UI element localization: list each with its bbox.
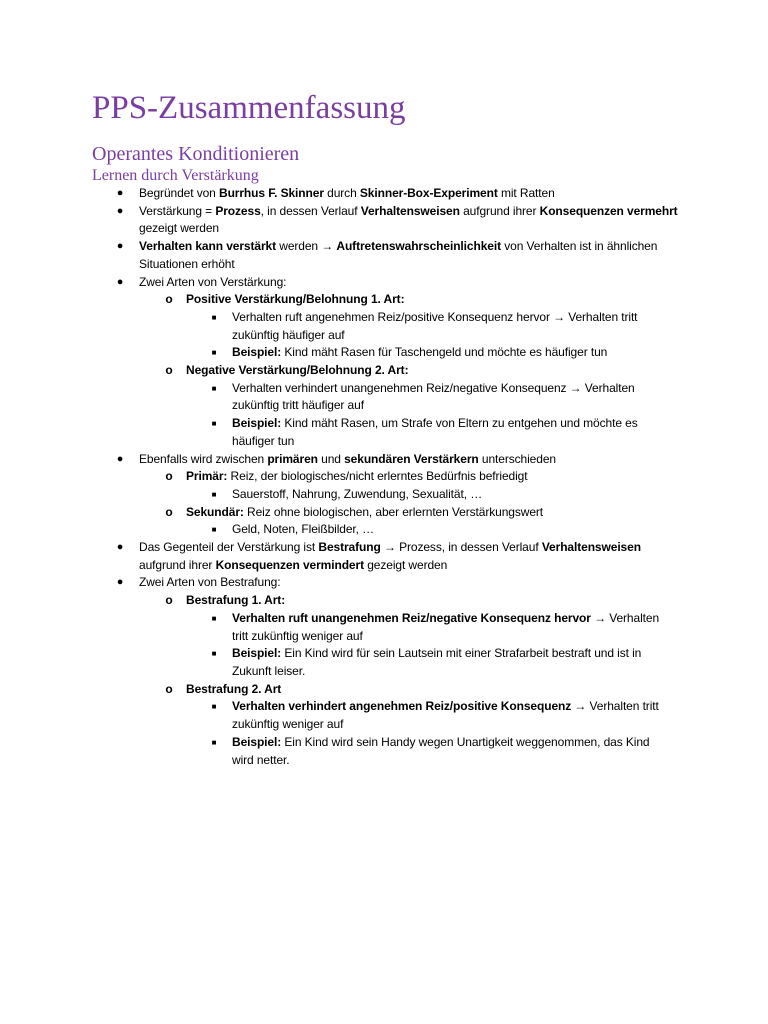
bullet-marker-icon: ●	[116, 576, 124, 589]
list-item-text	[186, 505, 543, 519]
list-item-level-2	[165, 468, 676, 486]
list-item-text	[232, 310, 637, 342]
bullet-marker-icon: ■	[211, 383, 217, 393]
text-segment: → Verhalten tritt zukünftig weniger auf	[232, 610, 660, 643]
text-segment: Sauerstoff, Nahrung, Zuwendung, Sexualität, …	[232, 486, 483, 501]
bullet-marker-icon: ■	[211, 702, 217, 712]
bullet-marker-icon: ●	[116, 187, 124, 199]
list-item-level-3	[211, 610, 672, 645]
bold-text-segment: Positive Verstärkung/Belohnung 1. Art:	[186, 292, 405, 307]
bullet-list	[0, 185, 768, 769]
list-item-text	[139, 239, 657, 271]
text-segment: Kind mäht Rasen für Taschengeld und möchte es häufiger tun	[281, 345, 608, 360]
bullet-marker-icon: ■	[211, 525, 217, 535]
text-segment: → Prozess, in dessen Verlauf	[380, 540, 542, 555]
list-item-level-1	[116, 185, 679, 203]
bold-text-segment: Burrhus F. Skinner	[219, 186, 324, 200]
subsection-heading: Lernen durch Verstärkung	[92, 167, 259, 184]
text-segment: Das Gegenteil der Verstärkung ist	[139, 540, 319, 555]
list-item-text	[139, 204, 678, 236]
bold-text-segment: Verhalten verhindert angenehmen Reiz/positive Konsequenz	[232, 699, 572, 714]
list-item-level-2	[165, 291, 676, 309]
list-item-level-3	[211, 415, 672, 450]
list-item-level-2	[165, 362, 676, 380]
list-item-text	[232, 611, 659, 643]
bullet-marker-icon: ■	[211, 737, 217, 747]
list-item-text	[232, 699, 659, 731]
bullet-marker-icon: ●	[116, 204, 124, 217]
text-segment: aufgrund ihrer	[139, 557, 216, 572]
list-item-level-3	[211, 521, 672, 539]
text-segment: Reiz ohne biologischen, aber erlernten Verstärkungswert	[243, 504, 544, 519]
list-item-level-1	[116, 203, 679, 238]
text-segment: Ein Kind wird für sein Lautsein mit einer Strafarbeit bestraft und ist in Zukunft leiser.	[232, 646, 642, 678]
text-segment: von Verhalten ist in ähnlichen Situationen erhöht	[139, 239, 658, 271]
text-segment: Verstärkung =	[139, 203, 216, 218]
section-heading: Operantes Konditionieren	[92, 143, 300, 165]
text-segment: → Verhalten tritt zukünftig weniger auf	[232, 699, 659, 732]
bullet-marker-icon: o	[165, 504, 173, 519]
bullet-marker-icon: o	[165, 469, 173, 484]
text-segment: Verhalten ruft angenehmen Reiz/positive Konsequenz hervor → Verhalten tritt zukünftig häufiger auf	[232, 309, 638, 342]
list-item-level-3	[211, 486, 672, 504]
bullet-marker-icon: ●	[116, 240, 124, 253]
bullet-marker-icon: o	[165, 593, 173, 608]
text-segment: Ein Kind wird sein Handy wegen Unartigkeit weggenommen, das Kind wird netter.	[232, 734, 650, 767]
bold-text-segment: Konsequenzen vermindert	[215, 557, 364, 572]
list-item-text	[186, 682, 281, 696]
bold-text-segment: Beispiel:	[232, 646, 282, 661]
list-item-text	[232, 345, 607, 359]
text-segment: , in dessen Verlauf	[260, 203, 361, 218]
document-title: PPS-Zusammenfassung	[92, 90, 406, 126]
bold-text-segment: Beispiel:	[232, 734, 282, 749]
bullet-marker-icon: ●	[116, 275, 124, 288]
list-item-level-2	[165, 504, 676, 522]
bold-text-segment: Verhaltensweisen	[360, 203, 460, 218]
bold-text-segment: Skinner-Box-Experiment	[359, 186, 498, 200]
bold-text-segment: Prozess	[215, 203, 261, 218]
list-item-level-3	[211, 309, 672, 344]
list-item-text	[186, 363, 408, 377]
bullet-marker-icon: ■	[211, 312, 217, 322]
text-segment: gezeigt werden	[363, 557, 448, 572]
bullet-marker-icon: ●	[116, 452, 124, 465]
list-item-level-1	[116, 238, 679, 273]
list-item-level-3	[211, 344, 672, 362]
bold-text-segment: Konsequenzen vermehrt	[539, 203, 678, 218]
bold-text-segment: primären	[267, 451, 318, 466]
bullet-marker-icon: ■	[211, 613, 217, 623]
text-segment: Begründet von	[139, 186, 219, 200]
list-item-text	[232, 646, 641, 678]
list-item-text	[139, 186, 555, 200]
text-segment: Kind mäht Rasen, um Strafe von Eltern zu entgehen und möchte es häufiger tun	[232, 416, 638, 448]
bold-text-segment: sekundären Verstärkern	[344, 451, 479, 466]
bold-text-segment: Bestrafung 1. Art:	[186, 593, 286, 608]
list-item-level-3	[211, 698, 672, 733]
bold-text-segment: Auftretenswahrscheinlichkeit	[336, 239, 501, 254]
bold-text-segment: Beispiel:	[232, 416, 282, 431]
bold-text-segment: Beispiel:	[232, 345, 282, 360]
bullet-marker-icon: o	[165, 681, 173, 696]
bold-text-segment: Verhalten ruft unangenehmen Reiz/negative Konsequenz hervor	[232, 610, 591, 625]
list-item-text	[232, 522, 374, 536]
list-item-level-1	[116, 539, 679, 574]
bold-text-segment: Sekundär:	[186, 504, 244, 519]
text-segment: Reiz, der biologisches/nicht erlerntes Bedürfnis befriedigt	[227, 469, 528, 484]
bold-text-segment: Verhaltensweisen	[541, 540, 641, 555]
list-item-text	[232, 381, 635, 413]
list-item-text	[139, 575, 280, 589]
list-item-text	[232, 416, 638, 448]
list-item-text	[139, 452, 556, 466]
text-segment: Zwei Arten von Verstärkung:	[139, 274, 287, 289]
list-item-level-3	[211, 734, 672, 769]
list-item-level-2	[165, 592, 676, 610]
list-item-text	[139, 275, 286, 289]
bullet-marker-icon: ●	[116, 541, 124, 554]
list-item-text	[186, 469, 528, 483]
text-segment: Geld, Noten, Fleißbilder, …	[232, 522, 375, 537]
list-item-level-2	[165, 681, 676, 699]
text-segment: gezeigt werden	[139, 221, 219, 236]
list-item-level-1	[116, 451, 679, 469]
text-segment: durch	[323, 186, 360, 200]
text-segment: Zwei Arten von Bestrafung:	[139, 575, 281, 590]
list-item-text	[232, 487, 482, 501]
text-segment: unterschieden	[478, 451, 556, 466]
bold-text-segment: Bestrafung	[318, 540, 381, 555]
text-segment: und	[317, 451, 345, 466]
text-segment: Ebenfalls wird zwischen	[139, 451, 268, 466]
text-segment: mit Ratten	[497, 186, 555, 200]
bullet-marker-icon: o	[165, 363, 173, 378]
bullet-marker-icon: o	[165, 292, 173, 307]
bold-text-segment: Primär:	[186, 469, 228, 484]
bold-text-segment: Negative Verstärkung/Belohnung 2. Art:	[186, 363, 409, 378]
text-segment: aufgrund ihrer	[459, 203, 540, 218]
list-item-text	[139, 540, 641, 572]
list-item-level-1	[116, 574, 679, 592]
list-item-text	[186, 593, 285, 607]
bold-text-segment: Verhalten kann verstärkt	[139, 239, 277, 254]
list-item-level-1	[116, 274, 679, 292]
list-item-level-3	[211, 380, 672, 415]
bullet-marker-icon: ■	[211, 348, 217, 358]
list-item-text	[232, 735, 650, 767]
bullet-marker-icon: ■	[211, 489, 217, 499]
bullet-marker-icon: ■	[211, 419, 217, 429]
list-item-level-3	[211, 645, 672, 680]
bullet-marker-icon: ■	[211, 649, 217, 659]
bold-text-segment: Bestrafung 2. Art	[186, 681, 282, 696]
text-segment: werden →	[276, 239, 337, 254]
text-segment: Verhalten verhindert unangenehmen Reiz/negative Konsequenz → Verhalten zukünftig tritt häufiger auf	[232, 380, 635, 413]
list-item-text	[186, 292, 404, 306]
